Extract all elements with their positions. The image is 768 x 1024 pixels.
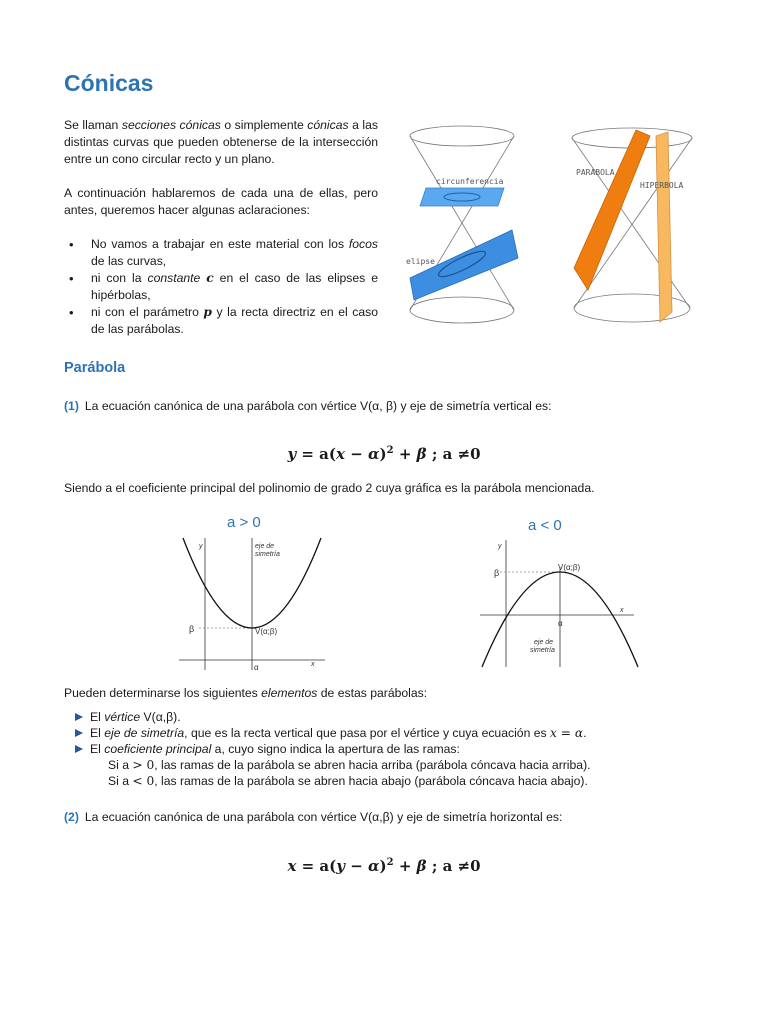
section-heading-parabola: Parábola [64, 360, 126, 376]
elements-intro: Pueden determinarse los siguientes elementos de estas parábolas: [64, 686, 428, 700]
list-item: El vértice V(α,β). [74, 709, 591, 725]
siendo-text: Siendo a el coeficiente principal del polinomio de grado 2 cuya gráfica es la parábola mencionada. [64, 481, 595, 495]
label-hiperbola: HIPERBOLA [640, 181, 684, 190]
equation-1: $y = a(x - \alpha)^2 + \beta$ ; a ≠0 [287, 445, 481, 463]
plane-parabola [574, 130, 650, 290]
list-item: • ni con la constante c en el caso de las elipses e hipérbolas, [64, 270, 378, 304]
svg-text:simetría: simetría [530, 647, 555, 654]
svg-text:y: y [498, 543, 502, 550]
elements-list [74, 709, 591, 789]
svg-text:α: α [254, 663, 259, 672]
svg-text:y: y [199, 543, 203, 550]
graph-positive-title: a > 0 [227, 514, 261, 531]
equation-2: $x = a(y - \alpha)^2 + \beta$ ; a ≠0 [287, 857, 481, 875]
svg-text:V(α;β): V(α;β) [255, 627, 278, 636]
cones-illustration [400, 118, 700, 338]
graph-negative-title: a < 0 [528, 517, 562, 534]
label-circunferencia: circunferencia [436, 177, 504, 186]
svg-text:V(α;β): V(α;β) [558, 563, 581, 572]
intro-text [64, 117, 378, 338]
list-item: El eje de simetría, que es la recta vertical que pasa por el vértice y cuya ecuación es x = α. [74, 725, 591, 741]
plane-circunferencia [420, 188, 504, 206]
svg-text:x: x [620, 607, 624, 614]
svg-text:x: x [311, 661, 315, 668]
svg-text:α: α [558, 619, 563, 628]
intro-paragraph-2: A continuación hablaremos de cada una de ellas, pero antes, queremos hacer algunas aclaraciones: [64, 186, 378, 217]
item-2: (2) La ecuación canónica de una parábola con vértice V(α,β) y eje de simetría horizontal es: [64, 810, 563, 824]
svg-text:β: β [494, 568, 500, 578]
list-subitem: Si a > 0, las ramas de la parábola se abren hacia arriba (parábola cóncava hacia arriba). [108, 758, 591, 772]
graph-a-positive [175, 510, 335, 672]
list-item: • ni con el parámetro p y la recta directriz en el caso de las parábolas. [64, 304, 378, 338]
list-item: El coeficiente principal a, cuyo signo indica la apertura de las ramas: [74, 741, 591, 757]
label-elipse: elipse [406, 257, 435, 266]
svg-text:eje de: eje de [255, 543, 275, 550]
clarifications-list [64, 236, 378, 338]
list-item: • No vamos a trabajar en este material con los focos de las curvas, [64, 236, 378, 270]
label-parabola: PARABOLA [576, 168, 615, 177]
svg-text:β: β [189, 624, 195, 634]
page-title: Cónicas [64, 70, 154, 96]
svg-text:eje de: eje de [534, 639, 554, 646]
intro-paragraph-1: Se llaman secciones cónicas o simplemente cónicas a las distintas curvas que pueden obtenerse de la intersección entre un cono circular recto y un plano. [64, 118, 378, 166]
graph-a-negative [470, 512, 645, 672]
plane-hiperbola [656, 132, 672, 322]
svg-text:simetría: simetría [255, 551, 280, 558]
item-1: (1) La ecuación canónica de una parábola con vértice V(α, β) y eje de simetría vertical es: [64, 399, 552, 413]
list-subitem: Si a < 0, las ramas de la parábola se abren hacia abajo (parábola cóncava hacia abajo). [108, 774, 588, 788]
